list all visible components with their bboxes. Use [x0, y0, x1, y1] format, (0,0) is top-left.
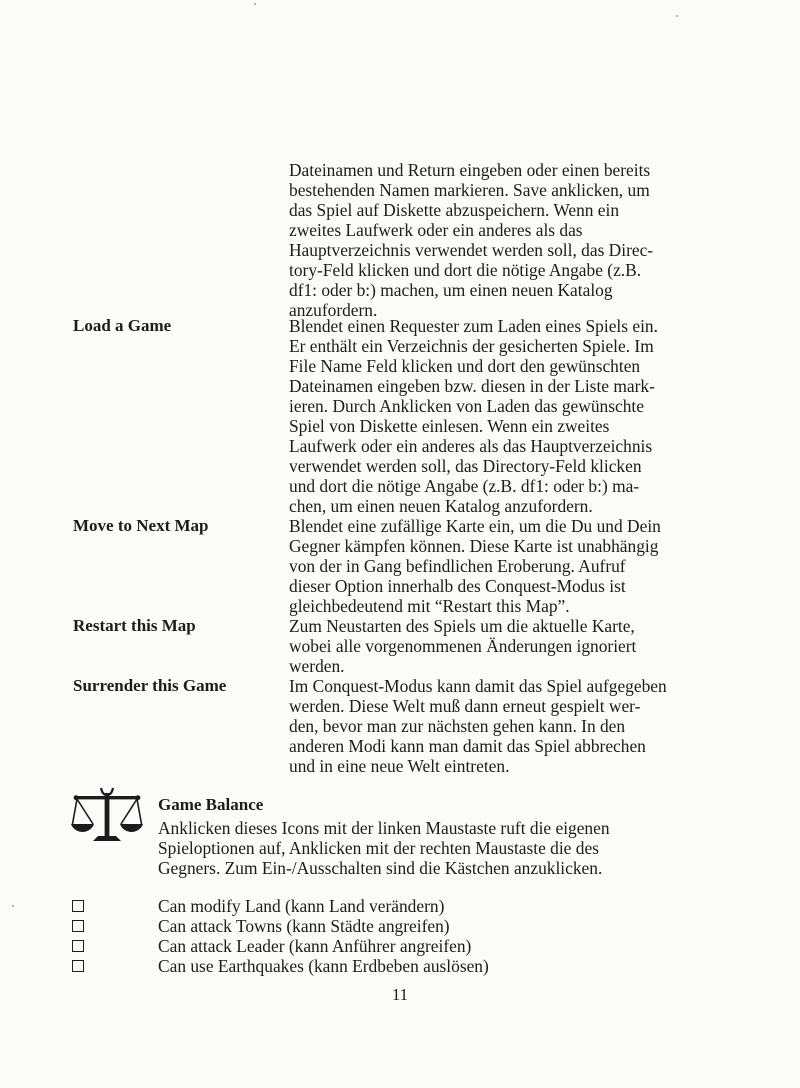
entry-description	[289, 516, 741, 616]
text-line: wobei alle vorgenommenen Änderungen ignoriert	[289, 636, 637, 656]
option-label: Can use Earthquakes (kann Erdbeben auslösen)	[158, 956, 489, 976]
text-line: Dateinamen und Return eingeben oder einen bereits	[289, 160, 651, 180]
text-line: Blendet eine zufällige Karte ein, um die Du und Dein	[289, 516, 661, 536]
checkbox[interactable]	[72, 940, 84, 952]
option-item	[0, 896, 800, 916]
text-line: Gegners. Zum Ein-/Ausschalten sind die Kästchen anzuklicken.	[158, 858, 603, 878]
continuation-text	[289, 160, 741, 320]
text-line: werden.	[289, 656, 345, 676]
text-line: df1: oder b:) machen, um einen neuen Katalog	[289, 280, 613, 300]
text-line: dieser Option innerhalb des Conquest-Modus ist	[289, 576, 626, 596]
text-line: Blendet einen Requester zum Laden eines Spiels ein.	[289, 316, 658, 336]
checkbox[interactable]	[72, 900, 84, 912]
checkbox[interactable]	[72, 920, 84, 932]
text-line: bestehenden Namen markieren. Save anklicken, um	[289, 180, 650, 200]
text-line: anzufordern.	[289, 300, 378, 320]
text-line: und in eine neue Welt eintreten.	[289, 756, 510, 776]
text-line: anderen Modi kann man damit das Spiel abbrechen	[289, 736, 646, 756]
game-balance-title: Game Balance	[158, 795, 264, 814]
text-line: den, bevor man zur nächsten gehen kann. In den	[289, 716, 626, 736]
entry-term: Move to Next Map	[73, 516, 209, 535]
text-line: Zum Neustarten des Spiels um die aktuelle Karte,	[289, 616, 635, 636]
text-line: ieren. Durch Anklicken von Laden das gewünschte	[289, 396, 644, 416]
entry-term: Restart this Map	[73, 616, 196, 635]
option-label: Can attack Towns (kann Städte angreifen)	[158, 916, 450, 936]
print-speck	[676, 15, 678, 17]
text-line: File Name Feld klicken und dort den gewünschten	[289, 356, 641, 376]
option-label: Can attack Leader (kann Anführer angreifen)	[158, 936, 472, 956]
option-item	[0, 936, 800, 956]
text-line: Spiel von Diskette einlesen. Wenn ein zweites	[289, 416, 610, 436]
text-line: werden. Diese Welt muß dann erneut gespielt wer-	[289, 696, 641, 716]
text-line: Dateinamen eingeben bzw. diesen in der Liste mark-	[289, 376, 655, 396]
entry-term: Load a Game	[73, 316, 172, 335]
text-line: verwendet werden soll, das Directory-Feld klicken	[289, 456, 642, 476]
print-speck	[254, 3, 256, 5]
option-label: Can modify Land (kann Land verändern)	[158, 896, 445, 916]
entry-description	[289, 676, 741, 776]
page-number: 11	[391, 985, 409, 1004]
text-line: und dort die nötige Angabe (z.B. df1: oder b:) ma-	[289, 476, 640, 496]
checkbox[interactable]	[72, 960, 84, 972]
text-line: tory-Feld klicken und dort die nötige Angabe (z.B.	[289, 260, 642, 280]
entry-term: Surrender this Game	[73, 676, 227, 695]
text-line: gleichbedeutend mit “Restart this Map”.	[289, 596, 570, 616]
option-item	[0, 916, 800, 936]
text-line: Spieloptionen auf, Anklicken mit der rechten Maustaste die des	[158, 838, 599, 858]
text-line: Im Conquest-Modus kann damit das Spiel aufgegeben	[289, 676, 667, 696]
text-line: von der in Gang befindlichen Eroberung. Aufruf	[289, 556, 626, 576]
text-line: chen, um einen neuen Katalog anzufordern.	[289, 496, 593, 516]
option-item	[0, 956, 800, 976]
scales-icon	[71, 784, 143, 842]
game-balance-description	[158, 818, 718, 878]
text-line: zweites Laufwerk oder ein anderes als das	[289, 220, 583, 240]
text-line: Gegner kämpfen können. Diese Karte ist unabhängig	[289, 536, 659, 556]
text-line: das Spiel auf Diskette abzuspeichern. Wenn ein	[289, 200, 620, 220]
entry-description	[289, 316, 741, 516]
entry-description	[289, 616, 741, 676]
print-speck	[12, 905, 14, 907]
text-line: Hauptverzeichnis verwendet werden soll, das Direc-	[289, 240, 654, 260]
text-line: Laufwerk oder ein anderes als das Hauptverzeichnis	[289, 436, 653, 456]
text-line: Anklicken dieses Icons mit der linken Maustaste ruft die eigenen	[158, 818, 610, 838]
text-line: Er enthält ein Verzeichnis der gesicherten Spiele. Im	[289, 336, 654, 356]
